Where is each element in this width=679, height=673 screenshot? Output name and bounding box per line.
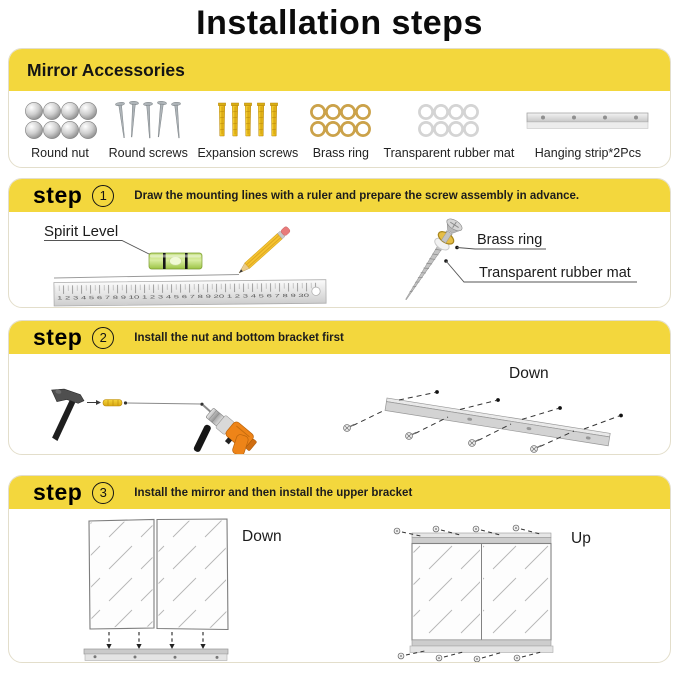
accessory-hanging-strip [524, 99, 652, 160]
brass-ring-label: Brass ring [477, 232, 543, 248]
accessory-expansion-screws [197, 99, 298, 160]
step1-content [9, 212, 669, 307]
expansion-anchor-icon [103, 400, 122, 407]
hammer-icon [40, 386, 86, 445]
step-word: step [33, 324, 83, 350]
step2-header [9, 321, 670, 354]
step3-illustration [9, 509, 669, 662]
accessory-round-screws [109, 99, 188, 160]
round-screws-icon [111, 99, 185, 143]
step2-illustration [9, 354, 669, 454]
page-title: Installation steps [196, 4, 483, 42]
mirror-assembled-illustration [410, 533, 553, 653]
drill-icon [193, 405, 259, 454]
expansion-screws-icon [213, 99, 283, 143]
round-nut-icon [21, 99, 99, 143]
step3-panel [8, 475, 671, 663]
up-label: Up [571, 530, 591, 547]
step-number-badge: 3 [92, 482, 114, 504]
rubber-mat-icon [416, 99, 482, 143]
step2-content [9, 354, 669, 454]
spirit-level-icon [149, 253, 202, 269]
screw-assembly-icon [399, 216, 464, 304]
step-number-badge: 2 [92, 327, 114, 349]
accessory-label: Brass ring [312, 146, 369, 160]
accessory-label: Round nut [31, 146, 89, 160]
down-label: Down [509, 365, 549, 382]
accessory-rubber-mat [383, 99, 514, 160]
down-arrows [109, 632, 203, 644]
ruler-icon [54, 280, 326, 306]
spirit-level-pointer [44, 241, 150, 255]
arrow-head [96, 400, 101, 405]
step-description: Install the nut and bottom bracket first [134, 331, 344, 344]
down-label: Down [242, 528, 282, 545]
accessory-brass-ring [308, 99, 374, 160]
step-word: step [33, 479, 83, 505]
brass-ring-icon [308, 99, 374, 143]
step3-content [9, 509, 669, 662]
top-screw-icons [394, 525, 519, 534]
accessories-header: Mirror Accessories [9, 49, 670, 91]
step1-header [9, 179, 670, 212]
spirit-level-label: Spirit Level [44, 223, 119, 240]
step1-panel [8, 178, 671, 308]
accessories-items-row [9, 91, 670, 160]
accessory-label: Round screws [108, 146, 188, 160]
accessory-round-nut [21, 99, 99, 160]
hanging-strip-icon [524, 99, 652, 143]
accessory-label: Expansion screws [197, 146, 299, 160]
step-word: step [33, 182, 83, 208]
rubber-mat-label: Transparent rubber mat [479, 265, 631, 281]
step-number-badge: 1 [92, 185, 114, 207]
bottom-strip-illustration [84, 649, 228, 661]
pencil-line [54, 275, 239, 279]
step3-header [9, 476, 670, 509]
step-description: Draw the mounting lines with a ruler and prepare the screw assembly in advance. [134, 189, 580, 202]
mirror-panels-illustration [89, 519, 228, 630]
bottom-bracket-illustration [385, 398, 610, 446]
pencil-icon [237, 226, 291, 276]
step2-panel [8, 320, 671, 455]
step-description: Install the mirror and then install the upper bracket [134, 486, 413, 499]
accessory-label: Hanging strip*2Pcs [534, 146, 642, 160]
accessory-label: Transparent rubber mat [383, 146, 515, 160]
ruler-numbers: 1 2 3 4 5 6 7 8 9 10 1 2 3 4 5 6 7 8 9 20 1 2 3 4 5 6 7 8 9 30 [57, 294, 179, 301]
bottom-screw-icons [398, 653, 520, 662]
accessories-panel [8, 48, 671, 168]
